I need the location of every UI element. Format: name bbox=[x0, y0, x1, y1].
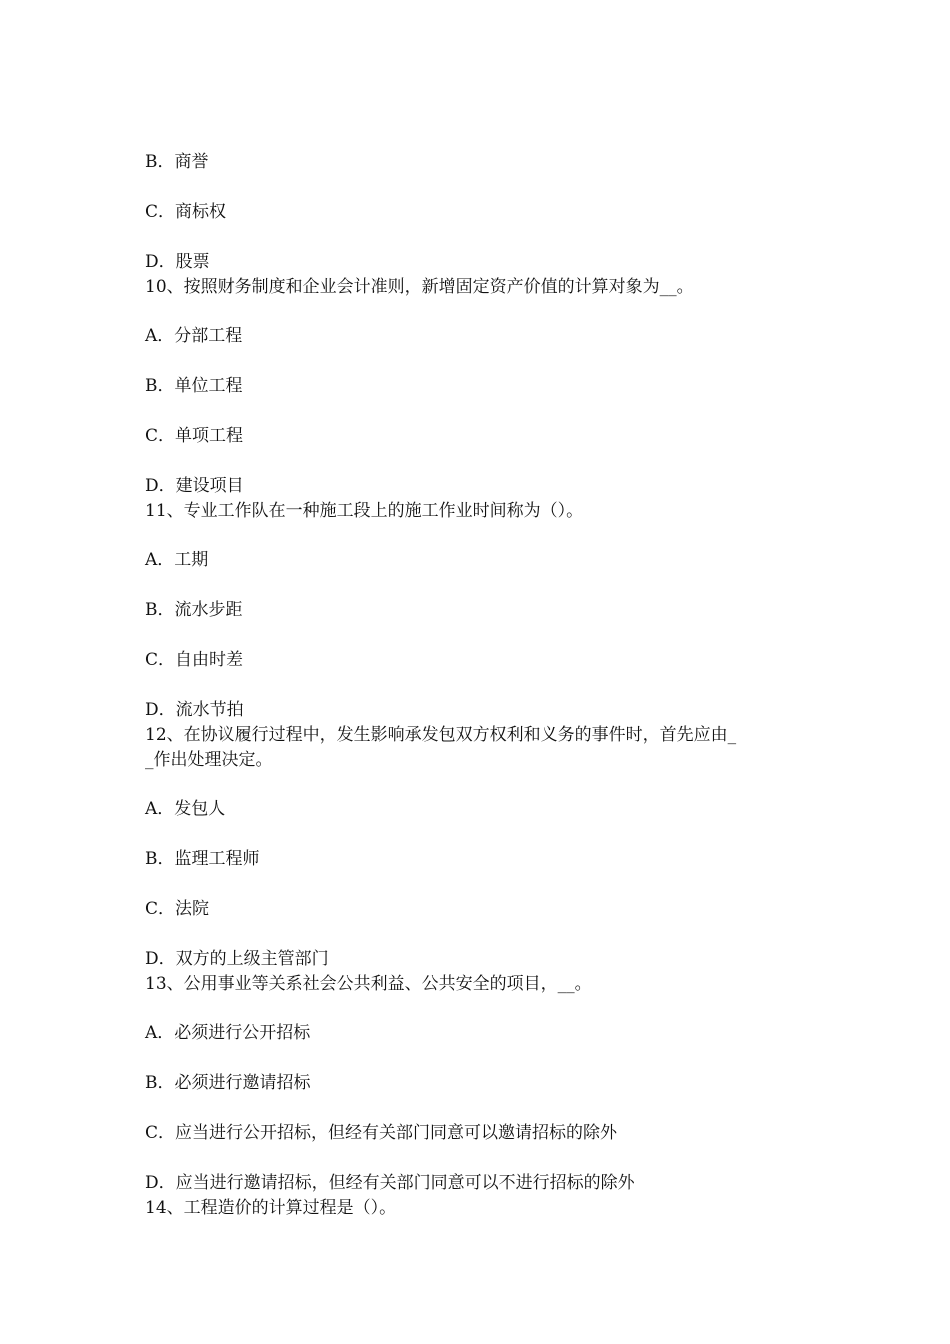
option-d-q12: D．双方的上级主管部门 bbox=[145, 949, 329, 969]
option-b-q12: B．监理工程师 bbox=[145, 849, 260, 869]
option-a-q10: A．分部工程 bbox=[145, 326, 243, 346]
option-a-q12: A．发包人 bbox=[145, 799, 226, 819]
option-c-q9: C．商标权 bbox=[145, 202, 227, 222]
option-a-q11: A．工期 bbox=[145, 550, 209, 570]
option-b-q11: B．流水步距 bbox=[145, 600, 243, 620]
question-12-line-2: _作出处理决定。 bbox=[145, 750, 273, 770]
option-c-q10: C．单项工程 bbox=[145, 426, 244, 446]
option-b-q9: B．商誉 bbox=[145, 152, 209, 172]
option-c-q12: C．法院 bbox=[145, 899, 210, 919]
question-10: 10、按照财务制度和企业会计准则，新增固定资产价值的计算对象为__。 bbox=[145, 277, 694, 297]
option-d-q13: D．应当进行邀请招标，但经有关部门同意可以不进行招标的除外 bbox=[145, 1173, 635, 1193]
option-d-q9: D．股票 bbox=[145, 252, 210, 272]
option-b-q13: B．必须进行邀请招标 bbox=[145, 1073, 311, 1093]
question-14: 14、工程造价的计算过程是（）。 bbox=[145, 1198, 397, 1218]
question-11: 11、专业工作队在一种施工段上的施工作业时间称为（）。 bbox=[145, 501, 584, 521]
option-d-q11: D．流水节拍 bbox=[145, 700, 244, 720]
question-12-line-1: 12、在协议履行过程中，发生影响承发包双方权利和义务的事件时，首先应由_ bbox=[145, 725, 737, 745]
option-c-q11: C．自由时差 bbox=[145, 650, 244, 670]
option-a-q13: A．必须进行公开招标 bbox=[145, 1023, 311, 1043]
question-13: 13、公用事业等关系社会公共利益、公共安全的项目，__。 bbox=[145, 974, 592, 994]
option-c-q13: C．应当进行公开招标，但经有关部门同意可以邀请招标的除外 bbox=[145, 1123, 618, 1143]
option-d-q10: D．建设项目 bbox=[145, 476, 244, 496]
option-b-q10: B．单位工程 bbox=[145, 376, 243, 396]
